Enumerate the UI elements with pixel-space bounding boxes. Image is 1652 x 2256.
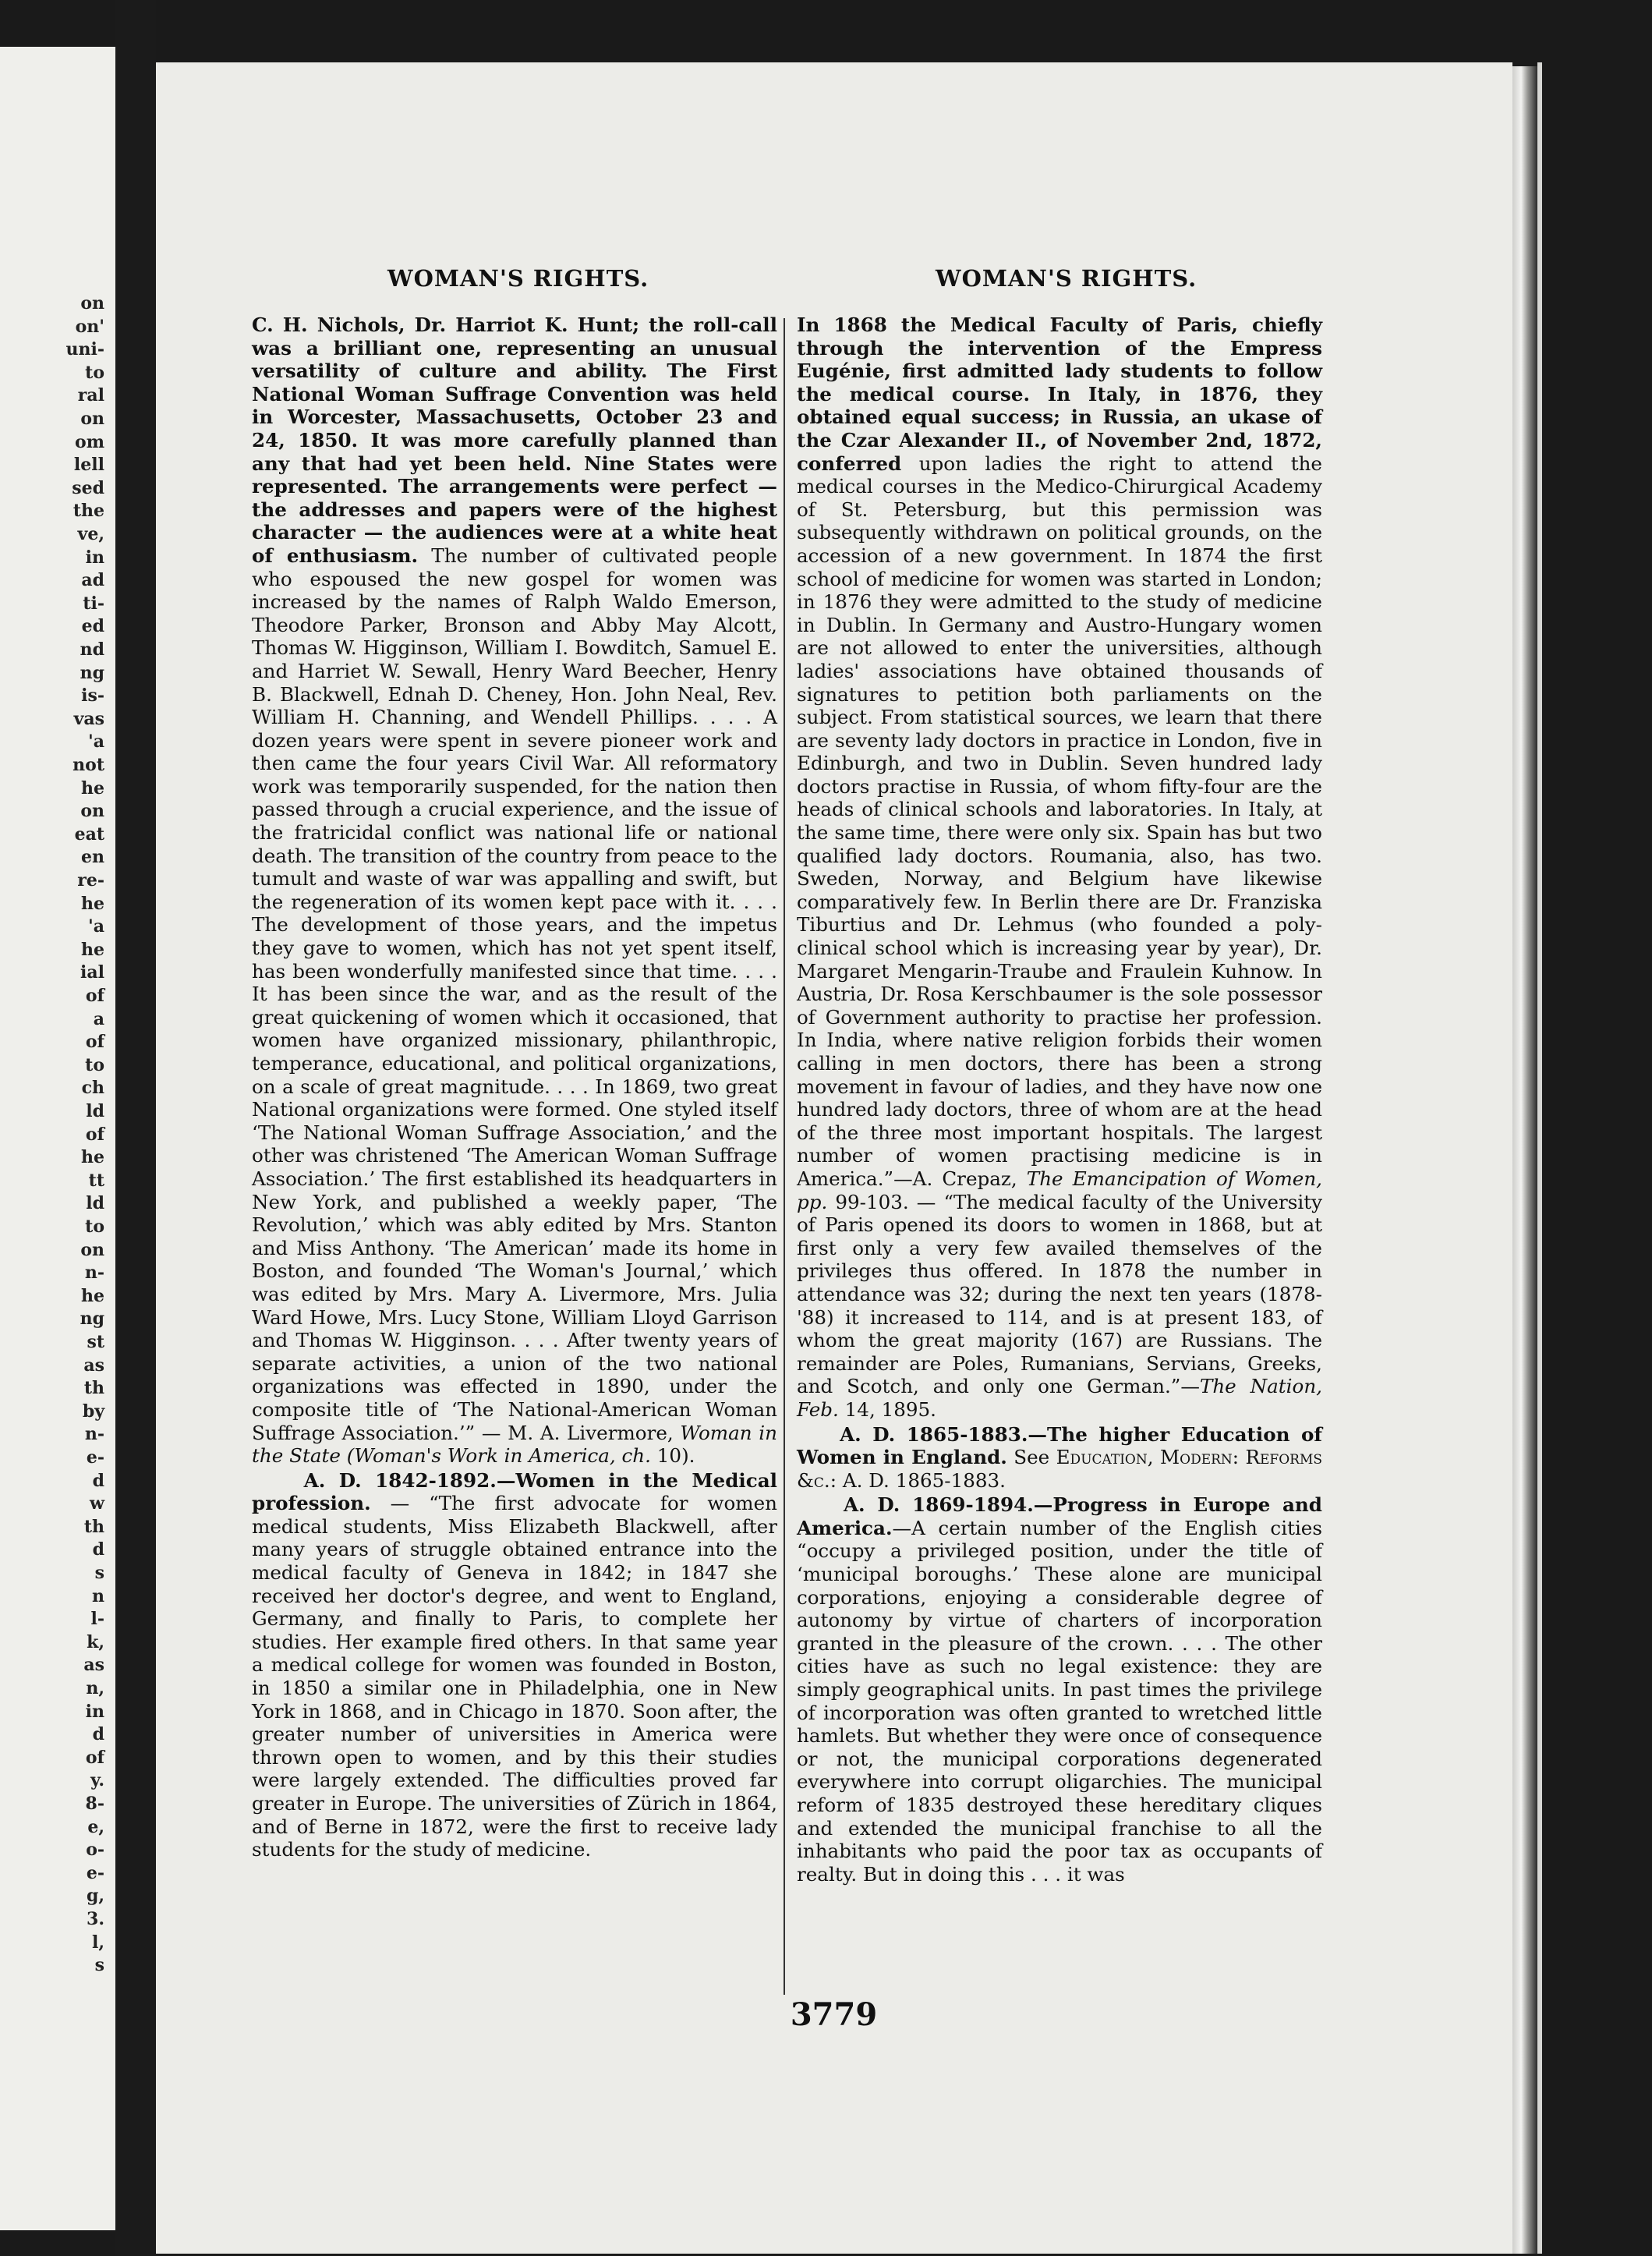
page-edge-shadow xyxy=(1512,66,1537,2254)
previous-page-fragment: on xyxy=(80,293,104,313)
previous-page-fragment: on xyxy=(80,801,104,822)
previous-page-fragment: n xyxy=(92,1585,104,1606)
previous-page-fragment: e- xyxy=(86,1447,104,1468)
citation: The Emancipation of Women, pp. xyxy=(797,1167,1322,1213)
previous-page-fragment: in xyxy=(85,547,104,568)
entry-heading: A. D. 1869-1894.—Progress in Europe and America. xyxy=(797,1493,1322,1539)
previous-page-fragment: l, xyxy=(91,1932,104,1953)
previous-page-fragment: g, xyxy=(86,1886,104,1907)
previous-page-fragment: on' xyxy=(75,316,104,337)
previous-page-fragment: e- xyxy=(86,1862,104,1883)
previous-page-fragment: vas xyxy=(73,708,104,729)
running-head-right: WOMAN'S RIGHTS. xyxy=(936,265,1197,292)
bold-passage: C. H. Nichols, Dr. Harriot K. Hunt; the roll-call was a brilliant one, representing an unusual versatility of culture and ability. The First National Woman Suffrage Convention was held in Worcester, Massachusetts, October 23 and 24, 1850. It was more carefully planned than any that had yet been held. Nine States were represented. The arrangements were perfect — the addresses and papers were of the highest character — the audiences were at a white heat of enthusiasm. xyxy=(252,313,777,567)
previous-page-fragment: 3. xyxy=(87,1909,104,1929)
previous-page-fragment: s xyxy=(94,1955,104,1976)
previous-page-fragment: y. xyxy=(90,1770,104,1791)
book-gutter xyxy=(115,0,156,2256)
previous-page-fragment: l- xyxy=(90,1609,104,1630)
body-text: —A certain number of the English cities “occupy a privileged position, under the title of ‘municipal boroughs.’ These alone are municipal corporations, enjoying a considerable degree of autonomy by virtue of charters of incorporation granted in the pleasure of the crown. . . . The other cities have as such no legal existence: they are simply geographical units. In past times the privilege of incorporation was often granted to wretched little hamlets. But whether they were once of consequence or not, the municipal corporations degenerated everywhere into corrupt oligarchies. The municipal reform of 1835 destroyed these hereditary cliques and extended the municipal franchise to all the inhabitants who paid the poor tax as occupants of realty. But in doing this . . . it was xyxy=(797,1516,1322,1886)
left-column xyxy=(252,313,777,1861)
paragraph xyxy=(797,313,1322,1422)
previous-page-fragment: th xyxy=(83,1378,104,1399)
previous-page-fragment: uni- xyxy=(65,339,104,360)
previous-page-fragment: a xyxy=(93,1008,104,1029)
bold-passage: In 1868 the Medical Faculty of Paris, chiefly through the intervention of the Empress Eugénie, first admitted lady students to follow the medical course. In Italy, in 1876, they obtained equal success; in Russia, an ukase of the Czar Alexander II., of November 2nd, 1872, conferred xyxy=(797,313,1322,475)
previous-page-fragment: on xyxy=(80,1239,104,1260)
previous-page-fragment: on xyxy=(80,409,104,429)
previous-page-fragment: in xyxy=(85,1701,104,1722)
page-stack-edge xyxy=(1537,62,1542,2254)
body-text: 10). xyxy=(650,1444,695,1468)
previous-page-fragment: as xyxy=(83,1655,104,1676)
previous-page-fragment: is- xyxy=(81,685,104,707)
citation: Woman in the State (Woman's Work in America, ch. xyxy=(252,1421,777,1468)
previous-page-fragment: 'a xyxy=(88,731,104,753)
body-text: 99-103. — “The medical faculty of the University of Paris opened its doors to women in 1868, but at first only a very few availed themselves of the privileges thus offered. In 1878 the number in attendance was 32; during the next ten years (1878-'88) it increased to 114, and is at present 183, of whom the great majority (167) are Russians. The remainder are Poles, Rumanians, Servians, Greeks, and Scotch, and only one German.”— xyxy=(797,1190,1322,1398)
previous-page-fragment: he xyxy=(81,939,104,960)
previous-page-fragment: of xyxy=(85,986,104,1006)
previous-page-fragment: of xyxy=(85,1032,104,1053)
page-number: 3779 xyxy=(790,1996,878,2033)
previous-page-fragment: by xyxy=(82,1401,104,1422)
previous-page-fragment: ng xyxy=(80,662,104,683)
previous-page-fragment: st xyxy=(87,1332,104,1352)
previous-page-fragment: en xyxy=(81,847,104,868)
previous-page-fragment: k, xyxy=(87,1631,104,1652)
previous-page-fragment: d xyxy=(92,1539,104,1560)
previous-page-fragment: he xyxy=(81,1147,104,1168)
previous-page-fragment: 8- xyxy=(85,1794,104,1814)
entry-heading: A. D. 1842-1892.—Women in the Medical profession. xyxy=(252,1468,777,1515)
previous-page-fragment: o- xyxy=(86,1840,104,1861)
previous-page-fragment: ch xyxy=(81,1078,104,1099)
body-text: upon ladies the right to attend the medical courses in the Medico-Chirurgical Academy of St. Petersburg, but this permission was subsequently withdrawn on political grounds, on the accession of a new government. In 1874 the first school of medicine for women was started in London; in 1876 they were admitted to the study of medicine in Dublin. In Germany and Austro-Hungary women are not allowed to enter the universities, although ladies' associations have obtained thousands of signatures to petition both parliaments on the subject. From statistical sources, we learn that there are seventy lady doctors in practice in London, five in Edinburgh, and two in Dublin. Seven hundred lady doctors practise in Russia, of whom fifty-four are the heads of clinical schools and laboratories. In Italy, at the same time, there were only six. Spain has but two qualified lady doctors. Roumania, also, has two. Sweden, Norway, and Belgium have likewise comparatively few. In Berlin there are Dr. Franziska Tiburtius and Dr. Lehmus (who founded a poly-clinical school which is increasing year by year), Dr. Margaret Mengarin-Traube and Fraulein Kuhnow. In Austria, Dr. Rosa Kerschbaumer is the sole possessor of Government authority to practise her profession. In India, where native religion forbids their women calling in men doctors, there has been a strong movement in favour of ladies, and they have now one hundred lady doctors, three of whom are at the head of the three most important hospitals. The largest number of women practising medicine is in America.”—A. Crepaz, xyxy=(797,452,1322,1190)
previous-page-fragment: the xyxy=(73,501,104,522)
body-text: The number of cultivated people who espoused the new gospel for women was increased by the names of Ralph Waldo Emerson, Theodore Parker, Bronson and Abby May Alcott, Thomas W. Higginson, William I. Bowditch, Samuel E. and Harriet W. Sewall, Henry Ward Beecher, Henry B. Blackwell, Ednah D. Cheney, Hon. John Neal, Rev. William H. Channing, and Wendell Phillips. . . . A dozen years were spent in severe pioneer work and then came the four years Civil War. All reformatory work was temporarily suspended, for the nation then passed through a crucial experience, and the issue of the fratricidal conflict was national life or national death. The transition of the country from peace to the tumult and waste of war was appalling and swift, but the regeneration of its women kept pace with it. . . . The development of those years, and the impetus they gave to women, which has not yet spent itself, has been wonderfully manifested since that time. . . . It has been since the war, and as the result of the great quickening of women which it occasioned, that women have organized missionary, philanthropic, temperance, educational, and political organizations, on a scale of great magnitude. . . . In 1869, two great National organizations were formed. One styled itself ‘The National Woman Suffrage Association,’ and the other was christened ‘The American Woman Suffrage Association.’ The first established its headquarters in New York, and published a weekly paper, ‘The Revolution,’ which was ably edited by Mrs. Stanton and Miss Anthony. ‘The American’ made its home in Boston, and founded ‘The Woman's Journal,’ which was edited by Mrs. Mary A. Livermore, Mrs. Julia Ward Howe, Mrs. Lucy Stone, William Lloyd Garrison and Thomas W. Higginson. . . . After twenty years of separate activities, a union of the two national organizations was effected in 1890, under the composite title of ‘The National-American Woman Suffrage Association.’” — M. A. Livermore, xyxy=(252,544,777,1444)
previous-page-fragment: not xyxy=(73,755,104,775)
previous-page-fragment: n, xyxy=(86,1678,104,1698)
previous-page-fragment: ti- xyxy=(83,593,104,614)
previous-page-fragment: ed xyxy=(81,616,104,637)
previous-page-fragment: as xyxy=(83,1355,104,1376)
previous-page-fragment: n- xyxy=(84,1263,104,1284)
previous-page-fragment: w xyxy=(90,1493,104,1514)
cross-reference: Education, Modern: Reforms &c. xyxy=(797,1446,1322,1492)
previous-page-fragment: d xyxy=(92,1470,104,1491)
entry xyxy=(797,1493,1322,1886)
previous-page-fragment: ad xyxy=(81,570,104,591)
previous-page-fragment: he xyxy=(81,777,104,799)
previous-page-fragment: re- xyxy=(77,870,104,891)
body-text: 14, 1895. xyxy=(838,1397,936,1421)
previous-page-fragment: lell xyxy=(73,455,104,476)
body-text: : A. D. 1865-1883. xyxy=(830,1468,1006,1492)
previous-page-fragment: d xyxy=(92,1724,104,1745)
previous-page-fragment: n- xyxy=(84,1424,104,1445)
previous-page-fragment: s xyxy=(94,1563,104,1583)
body-text: — “The first advocate for women medical students, Miss Elizabeth Blackwell, after many years of struggle obtained entrance into the medical faculty of Geneva in 1842; in 1847 she received her doctor's degree, and went to England, Germany, and finally to Paris, to complete her studies. Her example fired others. In that same year a medical college for women was founded in Boston, in 1850 a similar one in Philadelphia, one in New York in 1868, and in Chicago in 1870. Soon after, the greater number of universities in America were thrown open to women, and by this their studies were largely extended. The difficulties proved far greater in Europe. The universities of Zürich in 1864, and of Berne in 1872, were the first to receive lady students for the study of medicine. xyxy=(252,1492,777,1861)
citation: The Nation, Feb. xyxy=(797,1375,1322,1421)
previous-page-fragment: to xyxy=(85,362,104,383)
previous-page-fragment: to xyxy=(85,1217,104,1237)
previous-page-fragment: eat xyxy=(74,823,104,845)
previous-page-fragment: ve, xyxy=(77,524,104,544)
entry-heading: A. D. 1865-1883.—The higher Education of Women in England. xyxy=(797,1422,1322,1469)
previous-page-fragment: to xyxy=(85,1054,104,1075)
running-head-left: WOMAN'S RIGHTS. xyxy=(387,265,649,292)
previous-page-fragment: ld xyxy=(86,1193,104,1214)
previous-page-fragment: ld xyxy=(86,1101,104,1121)
previous-page-fragment: he xyxy=(81,893,104,914)
previous-page-fragment: nd xyxy=(80,639,104,660)
paragraph xyxy=(252,313,777,1468)
previous-page-edge xyxy=(0,47,115,2230)
right-column xyxy=(797,313,1322,1886)
previous-page-fragment: e, xyxy=(87,1816,104,1837)
column-rule xyxy=(784,318,785,1995)
previous-page-fragment: ral xyxy=(77,385,104,406)
previous-page-fragment: ng xyxy=(80,1309,104,1330)
entry xyxy=(252,1469,777,1861)
previous-page-fragment: tt xyxy=(88,1170,104,1191)
previous-page-fragment: of xyxy=(85,1124,104,1145)
entry xyxy=(797,1423,1322,1493)
previous-page-fragment: om xyxy=(75,431,104,452)
previous-page-fragment: 'a xyxy=(88,916,104,937)
previous-page-fragment: ial xyxy=(80,962,104,983)
body-text: See xyxy=(1006,1446,1056,1469)
previous-page-fragment: of xyxy=(85,1747,104,1768)
previous-page-fragment: he xyxy=(81,1285,104,1306)
previous-page-fragment: sed xyxy=(72,477,104,498)
previous-page-fragment: th xyxy=(83,1516,104,1537)
